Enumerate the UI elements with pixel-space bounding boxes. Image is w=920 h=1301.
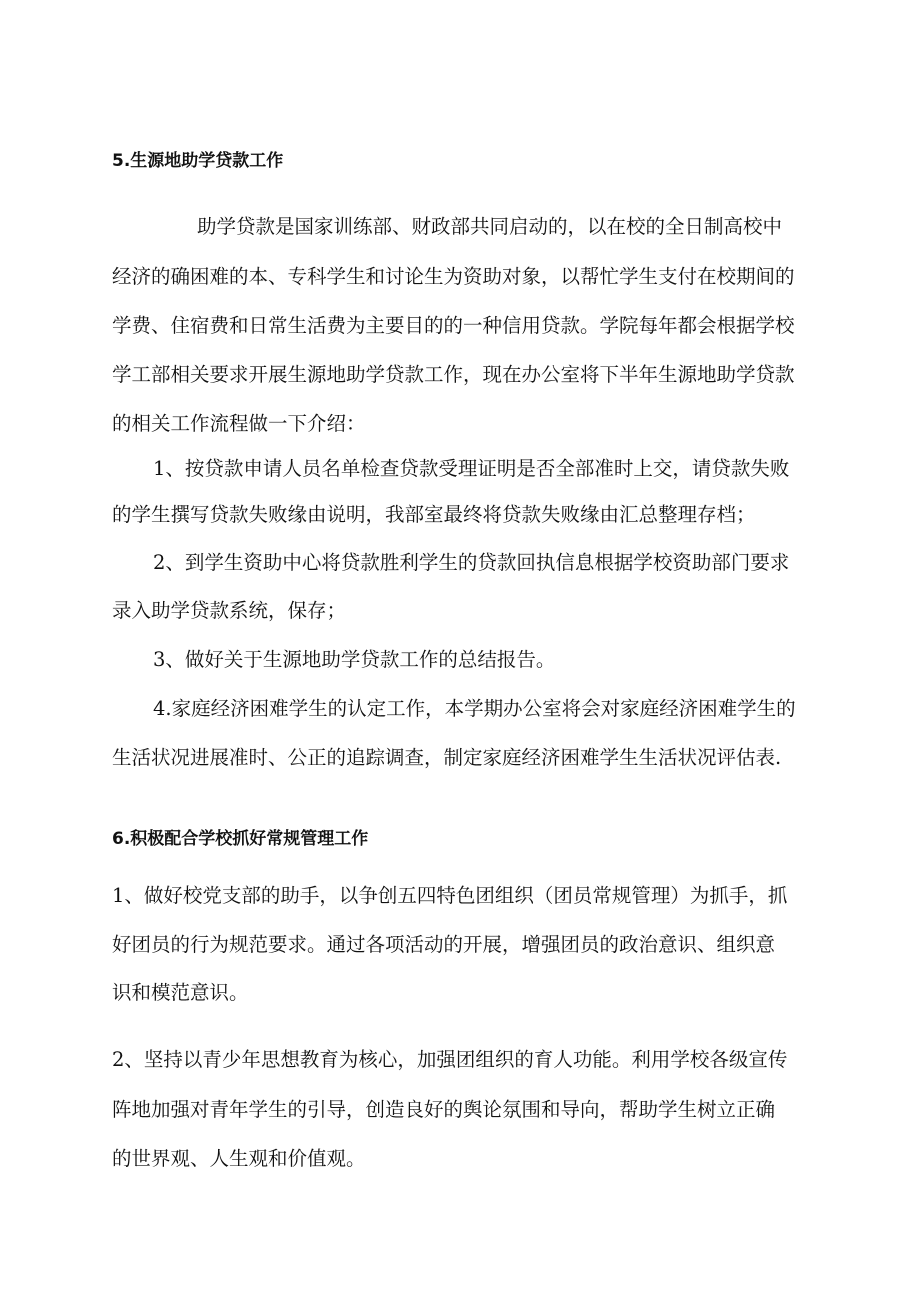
paragraph-line: 好团员的行为规范要求。通过各项活动的开展，增强团员的政治意识、组织意	[112, 933, 776, 956]
section-5-heading: 5.生源地助学贷款工作	[112, 151, 284, 171]
paragraph-line: 学费、住宿费和日常生活费为主要目的的一种信用贷款。学院每年都会根据学校	[112, 314, 795, 337]
paragraph-line: 4.家庭经济困难学生的认定工作，本学期办公室将会对家庭经济困难学生的	[153, 697, 796, 720]
paragraph-line: 1、按贷款申请人员名单检查贷款受理证明是否全部准时上交，请贷款失败	[153, 457, 790, 480]
paragraph-line: 2、到学生资助中心将贷款胜利学生的贷款回执信息根据学校资助部门要求	[153, 551, 790, 574]
paragraph-line: 经济的确困难的本、专科学生和讨论生为资助对象，以帮忙学生支付在校期间的	[112, 265, 795, 288]
paragraph-line: 生活状况进展准时、公正的追踪调查，制定家庭经济困难学生生活状况评估表.	[112, 746, 782, 769]
paragraph-line: 的世界观、人生观和价值观。	[112, 1147, 366, 1170]
paragraph-line: 的学生撰写贷款失败缘由说明，我部室最终将贷款失败缘由汇总整理存档；	[112, 503, 756, 526]
paragraph-line: 学工部相关要求开展生源地助学贷款工作，现在办公室将下半年生源地助学贷款	[112, 363, 795, 386]
paragraph-line: 1、做好校党支部的助手，以争创五四特色团组织（团员常规管理）为抓手，抓	[112, 884, 788, 907]
paragraph-line: 3、做好关于生源地助学贷款工作的总结报告。	[153, 648, 556, 671]
paragraph-line: 识和模范意识。	[112, 981, 249, 1004]
paragraph-line: 2、坚持以青少年思想教育为核心，加强团组织的育人功能。利用学校各级宣传	[112, 1048, 788, 1071]
paragraph-line: 阵地加强对青年学生的引导，创造良好的舆论氛围和导向，帮助学生树立正确	[112, 1098, 776, 1121]
section-6-heading: 6.积极配合学校抓好常规管理工作	[112, 829, 369, 849]
paragraph-line: 的相关工作流程做一下介绍：	[112, 412, 366, 435]
paragraph-line: 录入助学贷款系统，保存；	[112, 599, 347, 622]
paragraph-line: 助学贷款是国家训练部、财政部共同启动的，以在校的全日制高校中	[197, 215, 783, 238]
